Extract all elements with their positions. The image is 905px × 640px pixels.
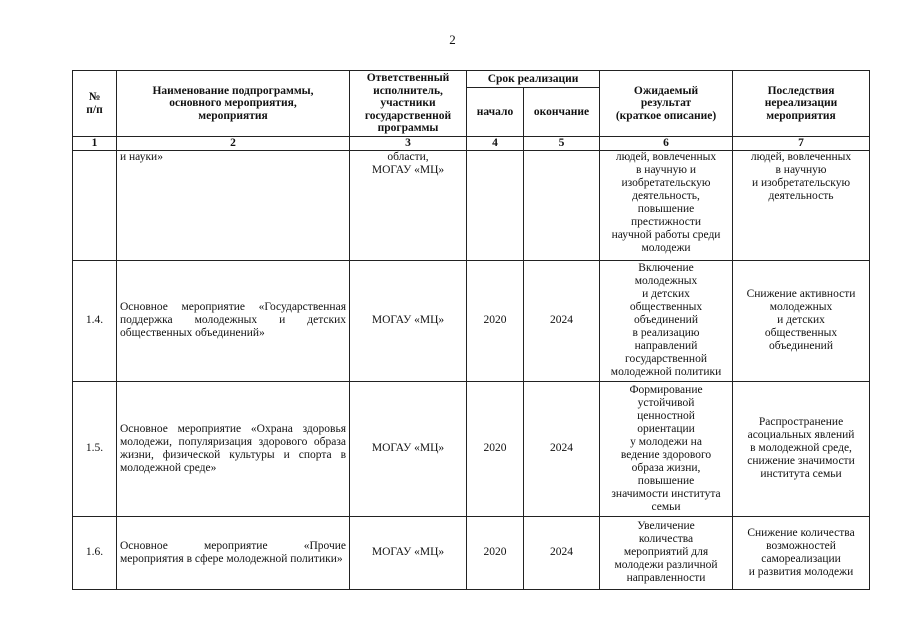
column-number: 4	[467, 137, 524, 151]
row-executor: МОГАУ «МЦ»	[350, 381, 467, 516]
row-consequence: Распространение асоциальных явлений в молодежной среде, снижение значимости института семьи	[733, 381, 870, 516]
row-result: Включение молодежных и детских общественных объединений в реализацию направлений государственной молодежной политики	[600, 260, 733, 381]
table-row	[73, 150, 870, 260]
row-start: 2020	[467, 381, 524, 516]
header-period: Срок реализации	[467, 71, 600, 88]
row-executor: МОГАУ «МЦ»	[350, 516, 467, 589]
row-consequence: Снижение количества возможностей самореализации и развития молодежи	[733, 516, 870, 589]
row-name: Основное мероприятие «Охрана здоровья молодежи, популяризация здорового образа жизни, физической культуры и спорта в молодежной среде»	[117, 381, 350, 516]
column-number: 3	[350, 137, 467, 151]
header-row	[73, 71, 870, 88]
page-number: 2	[449, 32, 456, 47]
row-start: 2020	[467, 260, 524, 381]
column-number: 6	[600, 137, 733, 151]
row-name: Основное мероприятие «Прочие мероприятия в сфере молодежной политики»	[117, 516, 350, 589]
row-consequence: Снижение активности молодежных и детских общественных объединений	[733, 260, 870, 381]
row-result: Формирование устойчивой ценностной ориентации у молодежи на ведение здорового образа жизни, повышение значимости института семьи	[600, 381, 733, 516]
table-row	[73, 516, 870, 589]
row-name: и науки»	[117, 150, 350, 260]
row-start: 2020	[467, 516, 524, 589]
column-number: 5	[524, 137, 600, 151]
row-end	[524, 150, 600, 260]
header-consequence: Последствия нереализации мероприятия	[733, 71, 870, 137]
row-executor: МОГАУ «МЦ»	[350, 260, 467, 381]
row-consequence: людей, вовлеченных в научную и изобретательскую деятельность	[733, 150, 870, 260]
row-result: людей, вовлеченных в научную и изобретательскую деятельность, повышение престижности научной работы среди молодежи	[600, 150, 733, 260]
column-numbers-row	[73, 137, 870, 151]
program-table	[72, 70, 870, 590]
row-end: 2024	[524, 516, 600, 589]
row-name: Основное мероприятие «Государственная поддержка молодежных и детских общественных объединений»	[117, 260, 350, 381]
row-start	[467, 150, 524, 260]
table-row	[73, 381, 870, 516]
header-result: Ожидаемый результат (краткое описание)	[600, 71, 733, 137]
header-end: окончание	[524, 88, 600, 137]
header-number: № п/п	[73, 71, 117, 137]
column-number: 2	[117, 137, 350, 151]
column-number: 1	[73, 137, 117, 151]
table-row	[73, 260, 870, 381]
row-number	[73, 150, 117, 260]
header-name: Наименование подпрограммы, основного мероприятия, мероприятия	[117, 71, 350, 137]
column-number: 7	[733, 137, 870, 151]
row-number: 1.4.	[73, 260, 117, 381]
row-number: 1.5.	[73, 381, 117, 516]
row-end: 2024	[524, 381, 600, 516]
row-number: 1.6.	[73, 516, 117, 589]
header-start: начало	[467, 88, 524, 137]
header-executor: Ответственный исполнитель, участники государственной программы	[350, 71, 467, 137]
row-result: Увеличение количества мероприятий для молодежи различной направленности	[600, 516, 733, 589]
row-end: 2024	[524, 260, 600, 381]
row-executor: области, МОГАУ «МЦ»	[350, 150, 467, 260]
